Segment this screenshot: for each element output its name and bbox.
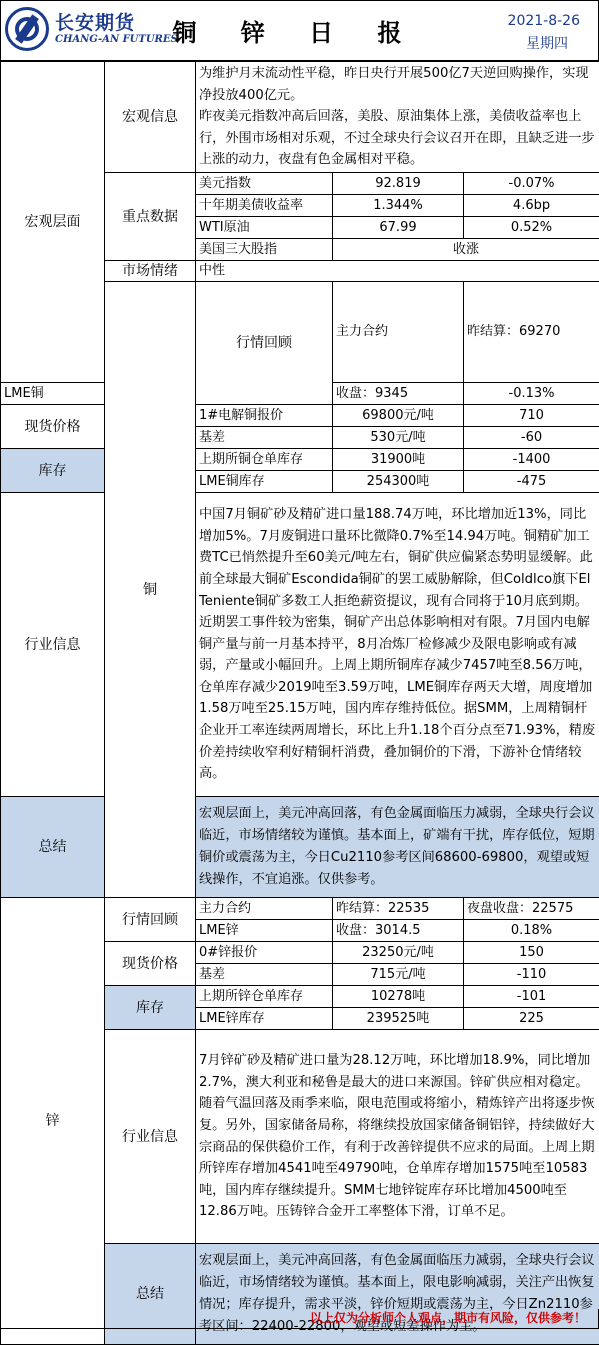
zinc-summary-text: 宏观层面上，美元冲高回落，有色金属面临压力减弱，全球央行会议临近，市场情绪较为谨慎。基本面上，限电影响减弱，关注产出恢复情况；库存提升，需求平淡，锌价短期或震荡为主，今日Zn2110参考区间：22400-22800，观望或短差操作为主。	[196, 1244, 599, 1345]
copper-stock-name: LME铜库存	[196, 471, 333, 493]
macro-info-label: 宏观信息	[105, 62, 196, 173]
macro-info-row	[1, 62, 599, 173]
zinc-spot-b: 150	[464, 942, 599, 964]
copper-spot-label: 现货价格	[1, 405, 105, 449]
zinc-industry-text: 7月锌矿砂及精矿进口量为28.12万吨，环比增加18.9%，同比增加2.7%，澳大利亚和秘鲁是最大的进口来源国。锌矿供应相对稳定。随着气温回落及雨季来临，限电范围或将缩小，精炼锌产出将逐步恢复。另外，国家储备局称，将继续投放国家储备铜铝锌，持续做好大宗商品的保供稳价工作，有利于改善锌提供不应求的局面。上周上期所锌库存增加4541吨至49790吨，仓单库存增加1575吨至10583吨，国内库存继续提升。SMM七地锌锭库存环比增加4500吨至12.86万吨。压铸锌合金开工率整体下滑，订单不足。	[196, 1030, 599, 1244]
sentiment-label: 市场情绪	[105, 261, 196, 282]
macro-section-label: 宏观层面	[1, 62, 105, 383]
copper-spot-b: -60	[464, 427, 599, 449]
zinc-section-label: 锌	[1, 898, 105, 1345]
report-weekday: 星期四	[526, 33, 568, 53]
zinc-stock-a: 239525吨	[333, 1008, 464, 1030]
copper-industry-row	[1, 493, 599, 797]
zinc-quote-a: 昨结算：22535	[333, 898, 464, 920]
report-date: 2021-8-26	[508, 13, 580, 29]
copper-industry-label: 行业信息	[1, 493, 105, 797]
copper-spot-name: 1#电解铜报价	[196, 405, 333, 427]
copper-stock-b: -475	[464, 471, 599, 493]
zinc-stock-name: 上期所锌仓单库存	[196, 986, 333, 1008]
key-data-name: 十年期美债收益率	[196, 195, 333, 217]
zinc-spot-a: 23250元/吨	[333, 942, 464, 964]
company-logo	[5, 6, 155, 56]
copper-quote-a: 昨结算：69270	[464, 282, 599, 383]
copper-stock-a: 254300吨	[333, 471, 464, 493]
copper-quote-name: 主力合约	[333, 282, 464, 383]
zinc-stock-label: 库存	[105, 986, 196, 1030]
risk-disclaimer: 以上仅为分析师个人观点，期市有风险，仅供参考！	[0, 1309, 599, 1329]
copper-spot-row	[1, 405, 599, 427]
zinc-spot-label: 现货价格	[105, 942, 196, 986]
copper-stock-b: -1400	[464, 449, 599, 471]
zinc-quote-name: LME锌	[196, 920, 333, 942]
key-data-change: 4.6bp	[464, 195, 599, 217]
copper-stock-a: 31900吨	[333, 449, 464, 471]
company-logo-icon	[5, 7, 49, 51]
copper-summary-row	[1, 797, 599, 898]
key-data-change: 0.52%	[464, 217, 599, 239]
copper-quote-name: LME铜	[1, 383, 105, 405]
copper-spot-a: 530元/吨	[333, 427, 464, 449]
zinc-spot-name: 0#锌报价	[196, 942, 333, 964]
company-name-cn: 长安期货	[55, 8, 135, 35]
zinc-spot-a: 715元/吨	[333, 964, 464, 986]
zinc-quote-name: 主力合约	[196, 898, 333, 920]
zinc-stock-b: 225	[464, 1008, 599, 1030]
zinc-industry-label: 行业信息	[105, 1030, 196, 1244]
report-title: 铜 锌 日 报	[171, 13, 421, 48]
us-stocks-value: 收涨	[333, 239, 599, 261]
copper-summary-text: 宏观层面上，美元冲高回落，有色金属面临压力减弱，全球央行会议临近，市场情绪较为谨慎。基本面上，矿端有干扰，库存低位，短期铜价或震荡为主，今日Cu2110参考区间68600-69800，观望或短线操作，不宜追涨。仅供参考。	[196, 797, 599, 898]
key-data-label: 重点数据	[105, 173, 196, 261]
copper-spot-name: 基差	[196, 427, 333, 449]
zinc-quote-label: 行情回顾	[105, 898, 196, 942]
zinc-quote-row	[1, 898, 599, 920]
sentiment-value: 中性	[196, 261, 599, 282]
copper-stock-row	[1, 449, 599, 471]
report-header	[0, 0, 599, 61]
zinc-spot-b: -110	[464, 964, 599, 986]
us-stocks-name: 美国三大股指	[196, 239, 333, 261]
zinc-stock-a: 10278吨	[333, 986, 464, 1008]
zinc-quote-b: 夜盘收盘：22575	[464, 898, 599, 920]
copper-section-label: 铜	[105, 282, 196, 898]
key-data-value: 67.99	[333, 217, 464, 239]
company-name-en: CHANG-AN FUTURES	[55, 34, 178, 45]
copper-stock-name: 上期所铜仓单库存	[196, 449, 333, 471]
copper-stock-label: 库存	[1, 449, 105, 493]
copper-summary-label: 总结	[1, 797, 105, 898]
zinc-summary-label: 总结	[105, 1244, 196, 1345]
zinc-stock-b: -101	[464, 986, 599, 1008]
copper-quote-a: 收盘：9345	[333, 383, 464, 405]
copper-quote-b: -0.13%	[464, 383, 599, 405]
report-table	[0, 61, 599, 1345]
key-data-change: -0.07%	[464, 173, 599, 195]
copper-spot-a: 69800元/吨	[333, 405, 464, 427]
copper-quote-label: 行情回顾	[196, 282, 333, 405]
zinc-spot-name: 基差	[196, 964, 333, 986]
key-data-value: 92.819	[333, 173, 464, 195]
copper-spot-b: 710	[464, 405, 599, 427]
zinc-quote-b: 0.18%	[464, 920, 599, 942]
key-data-name: WTI原油	[196, 217, 333, 239]
key-data-value: 1.344%	[333, 195, 464, 217]
copper-industry-text: 中国7月铜矿砂及精矿进口量188.74万吨，环比增加近13%，同比增加5%。7月废铜进口量环比微降0.7%至14.94万吨。铜精矿加工费TC已悄然提升至60美元/吨左右，铜矿供应偏紧态势明显缓解。此前全球最大铜矿Escondida铜矿的罢工威胁解除，但Coldlco旗下El Teniente铜矿多数工人拒绝薪资提议，现有合同将于10月底到期。近期罢工事件较为密集，铜矿产出总体影响相对有限。7月国内电解铜产量与前一月基本持平，8月冶炼厂检修减少及限电影响或有减弱，产量或小幅回升。上周上期所铜库存减少7457吨至8.56万吨，仓单库存减少2019吨至3.59万吨，LME铜库存两天大增，周度增加1.58万吨至25.15万吨，国内库存维持低位。据SMM，上周精铜杆企业开工率连续两周增长，环比上升1.18个百分点至71.93%，精废价差持续收窄利好精铜杆消费，叠加铜价的下滑，下游补仓情绪较高。	[196, 493, 599, 797]
key-data-name: 美元指数	[196, 173, 333, 195]
zinc-quote-a: 收盘：3014.5	[333, 920, 464, 942]
zinc-stock-name: LME锌库存	[196, 1008, 333, 1030]
macro-info-text: 为维护月末流动性平稳，昨日央行开展500亿7天逆回购操作，实现净投放400亿元。 昨夜美元指数冲高后回落，美股、原油集体上涨，美债收益率也上行，外围市场相对乐观，不过全球央行会议召开在即，且缺乏进一步上涨的动力，夜盘有色金属相对平稳。	[196, 62, 599, 173]
